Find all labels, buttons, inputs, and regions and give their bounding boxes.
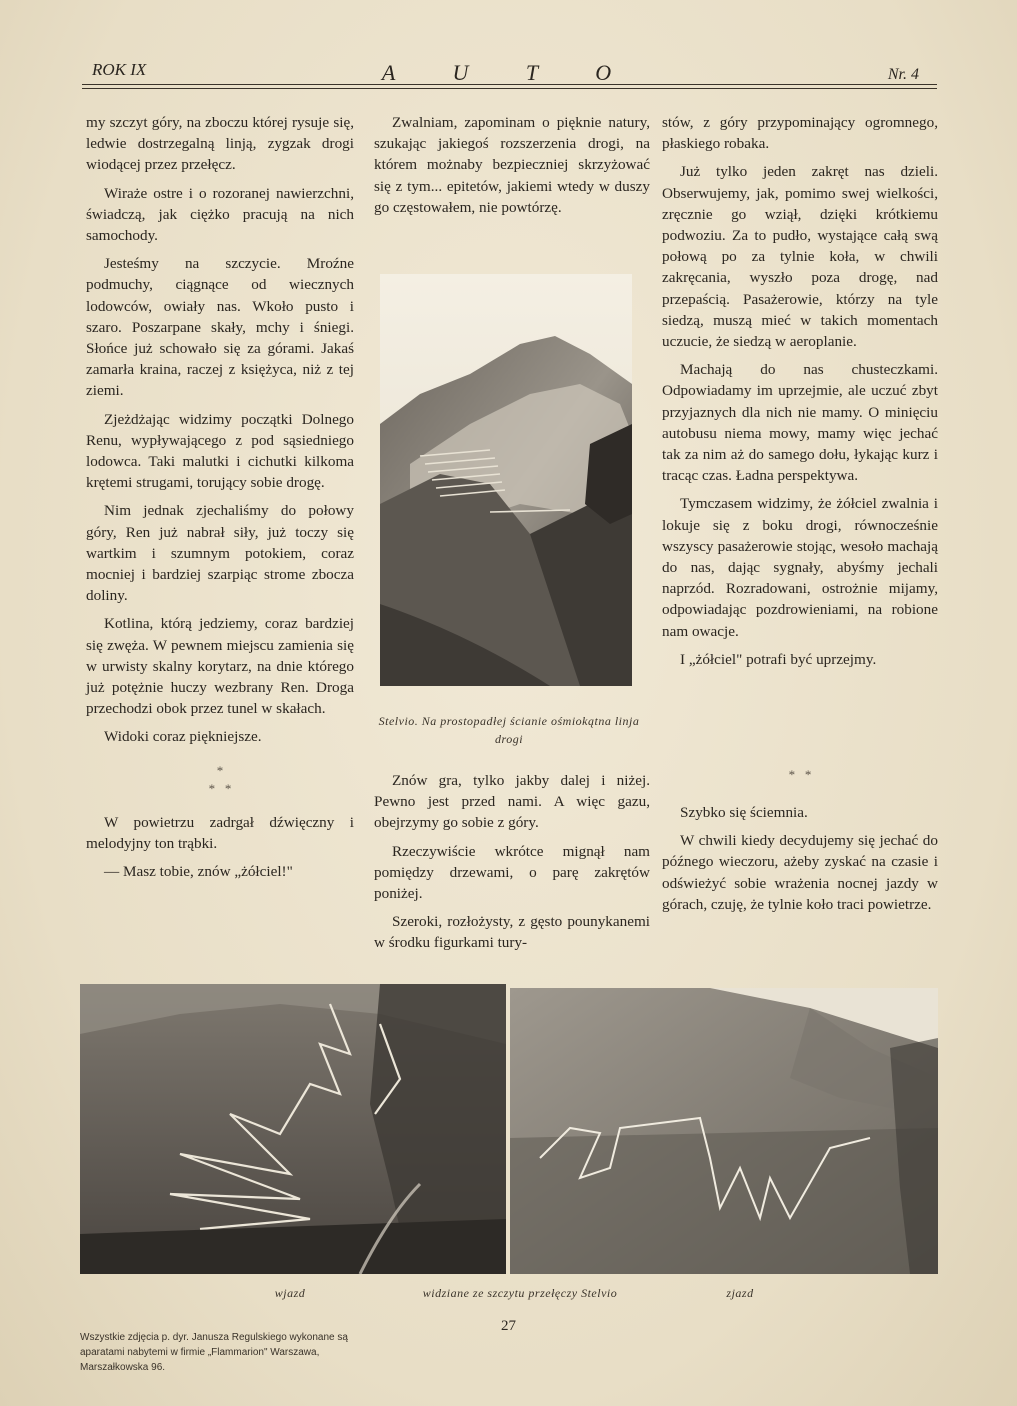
paragraph: Nim jednak zjechaliśmy do połowy góry, Ren już nabrał siły, już toczy się wartkim i szumnym potokiem, coraz mocniej i bardziej szarpiąc strome zbocza doliny. [86, 502, 354, 605]
paragraph: W chwili kiedy decydujemy się jechać do późnego wieczoru, ażeby zyskać na czasie i odświeżyć sobie wrażenia nocnej jazdy w górach, czuję, że tylnie koło traci powietrze. [662, 832, 938, 913]
header-rule-thin [82, 88, 937, 89]
paragraph: Znów gra, tylko jakby dalej i niżej. Pewno jest przed nami. A więc gazu, obejrzymy go sobie z góry. [374, 772, 650, 832]
paragraph: stów, z góry przypominający ogromnego, płaskiego robaka. [662, 114, 938, 153]
paragraph: Szeroki, rozłożysty, z gęsto pounykanemi w środku figurkami tury- [374, 913, 650, 952]
paragraph: I „żółciel" potrafi być uprzejmy. [680, 650, 877, 668]
paragraph: Kotlina, którą jedziemy, coraz bardziej się zwęża. W pewnem miejscu zamienia się w urwisty skalny korytarz, na dnie którego już potężnie huczy wezbrany Ren. Droga przechodzi obok przez tunel w skałach. [86, 615, 354, 718]
magazine-title: A U T O [381, 60, 638, 85]
paragraph: Wiraże ostre i o rozoranej nawierzchni, świadczą, jak ciężko pracują na nich samochody. [86, 184, 354, 245]
paragraph: Zjeżdżając widzimy początki Dolnego Renu, wypływającego z pod sąsiedniego lodowca. Taki malutki i cichutki kilkoma krętemi strugami, torujący sobie drogę. [86, 410, 354, 492]
paragraph: Szybko się ściemnia. [680, 804, 808, 821]
photo-caption: Stelvio. Na prostopadłej ścianie ośmiokątna linja drogi [378, 714, 640, 746]
section-break [662, 766, 938, 784]
issue-number: Nr. 4 [887, 66, 919, 83]
caption-descent: zjazd [726, 1286, 754, 1300]
photo-credit: Wszystkie zdjęcia p. dyr. Janusza Regulskiego wykonane są aparatami nabytemi w firmie „Flammarion" Warszawa, Marszałkowska 96. [80, 1332, 348, 1373]
text-column-3-top [662, 112, 938, 677]
header-rule [82, 84, 937, 85]
star-bottom: * * [788, 767, 812, 782]
paragraph: Machają do nas chusteczkami. Odpowiadamy im uprzejmie, ale uczuć zbyt przyjaznych dla nich nie mamy. O minięciu autobusu niema mowy, mamy więc jechać tak za nim aż do samego dołu, łykając kurz i tracąc czas. Ładna perspektywa. [662, 361, 938, 485]
volume-label: ROK IX [92, 60, 147, 79]
text-column-2-bottom [374, 770, 650, 961]
paragraph: Rzeczywiście wkrótce mignął nam pomiędzy drzewami, o parę zakrętów poniżej. [374, 842, 650, 903]
text-column-2-top [374, 112, 650, 225]
page-header [82, 56, 937, 96]
paragraph: W powietrzu zadrgał dźwięczny i melodyjny ton trąbki. [86, 813, 354, 852]
page-number: 27 [501, 1318, 516, 1334]
text-column-3-bottom [662, 802, 938, 922]
ascent-photo [80, 984, 506, 1274]
mountain-pass-photo [380, 274, 632, 686]
paragraph: my szczyt góry, na zboczu której rysuje się, ledwie dostrzegalną linją, zygzak drogi wiodącej przez przełęcz. [86, 114, 354, 174]
descent-photo [510, 988, 938, 1274]
section-break [86, 762, 354, 798]
star-bottom: * * [208, 780, 232, 796]
caption-center: widziane ze szczytu przełęczy Stelvio [422, 1286, 618, 1300]
paragraph: — Masz tobie, znów „żółciel!" [104, 863, 293, 881]
paragraph: Zwalniam, zapominam o pięknie natury, szukając jakiegoś rozszerzenia drogi, na którem możnaby bezpieczniej skrzyżować się z tym... epitetów, jakiemi wtedy w duszy go częstowałem, nie powtórzę. [374, 114, 650, 216]
paragraph: Tymczasem widzimy, że żółciel zwalnia i lokuje się z boku drogi, równocześnie wszyscy pasażerowie stojąc, wesoło machają do nas, dając sygnały, abyśmy jechali naprzód. Rozradowani, ostrożnie mijamy, odpowiadając pozdrowieniami, na robione nam owacje. [662, 495, 938, 640]
paragraph: Widoki coraz piękniejsze. [104, 728, 262, 746]
paragraph: Już tylko jeden zakręt nas dzieli. Obserwujemy, jak, pomimo swej wielkości, zręcznie go wziął, dzięki krótkiemu podwoziu. Za to pudło, wystające całą swą połową po za tylnie koła, w chwili zakręcania, wyszło poza drogę, nad przepaścią. Pasażerowie, którzy na tyle siedzą, muszą mieć w takich momentach uczucie, że siedzą w aeroplanie. [662, 163, 938, 351]
caption-ascent: wjazd [274, 1286, 306, 1300]
star-top: * [216, 762, 224, 778]
text-column-1 [86, 112, 354, 889]
paragraph: Jesteśmy na szczycie. Mroźne podmuchy, ciągnące od wiecznych lodowców, owiały nas. Wkoło pusto i szaro. Poszarpane skały, mchy i śniegi. Słońce już schowało się za górami. Jakaś zamarła kraina, raczej z księżyca, niż z tej ziemi. [86, 255, 354, 400]
